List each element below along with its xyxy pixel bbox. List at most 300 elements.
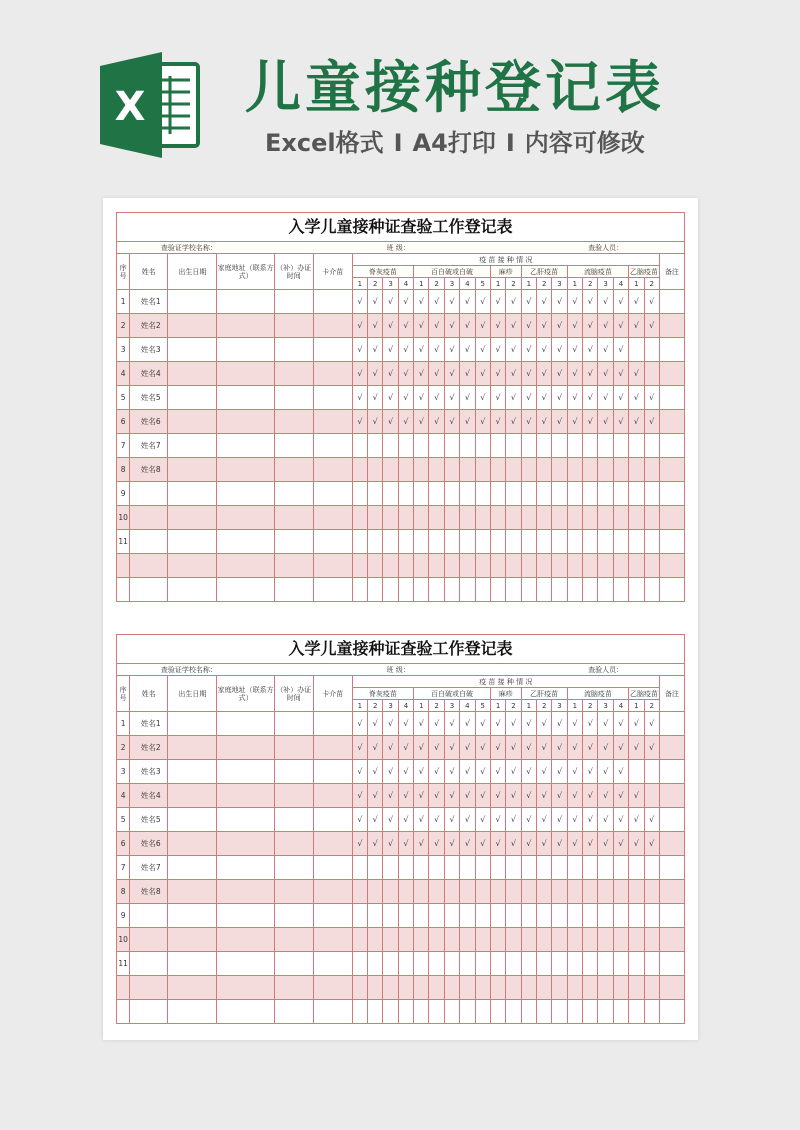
bcg-cell[interactable] — [313, 952, 352, 976]
name-cell[interactable] — [130, 1000, 168, 1024]
dose-cell[interactable]: √ — [352, 712, 367, 736]
dose-cell[interactable]: √ — [398, 784, 413, 808]
dose-cell[interactable]: √ — [537, 386, 552, 410]
dose-cell[interactable] — [521, 434, 536, 458]
dose-cell[interactable]: √ — [644, 410, 659, 434]
dose-cell[interactable]: √ — [552, 410, 567, 434]
dose-cell[interactable] — [567, 554, 582, 578]
dose-cell[interactable]: √ — [352, 290, 367, 314]
dose-cell[interactable]: √ — [383, 362, 398, 386]
bcg-cell[interactable] — [313, 904, 352, 928]
bcg-cell[interactable] — [313, 832, 352, 856]
dose-cell[interactable] — [506, 856, 521, 880]
dose-cell[interactable]: √ — [429, 362, 444, 386]
dose-cell[interactable] — [368, 928, 383, 952]
dose-cell[interactable] — [644, 434, 659, 458]
dose-cell[interactable]: √ — [552, 338, 567, 362]
dose-cell[interactable] — [368, 1000, 383, 1024]
dose-cell[interactable] — [368, 856, 383, 880]
dose-cell[interactable]: √ — [398, 760, 413, 784]
dose-cell[interactable] — [414, 458, 429, 482]
name-cell[interactable] — [130, 506, 168, 530]
dose-cell[interactable] — [475, 1000, 490, 1024]
dose-cell[interactable]: √ — [444, 760, 459, 784]
dose-cell[interactable]: √ — [475, 736, 490, 760]
dose-cell[interactable] — [444, 1000, 459, 1024]
dose-cell[interactable] — [444, 976, 459, 1000]
dose-cell[interactable] — [398, 434, 413, 458]
dose-cell[interactable] — [598, 880, 613, 904]
dose-cell[interactable] — [475, 578, 490, 602]
dose-cell[interactable]: √ — [521, 760, 536, 784]
dose-cell[interactable]: √ — [383, 314, 398, 338]
name-cell[interactable] — [130, 928, 168, 952]
birth-cell[interactable] — [168, 832, 217, 856]
dose-cell[interactable] — [460, 506, 475, 530]
dose-cell[interactable] — [537, 928, 552, 952]
dose-cell[interactable] — [506, 554, 521, 578]
dose-cell[interactable]: √ — [490, 386, 505, 410]
dose-cell[interactable] — [490, 928, 505, 952]
dose-cell[interactable]: √ — [567, 712, 582, 736]
remark-cell[interactable] — [659, 1000, 684, 1024]
dose-cell[interactable] — [644, 904, 659, 928]
name-cell[interactable]: 姓名1 — [130, 290, 168, 314]
dose-cell[interactable]: √ — [368, 760, 383, 784]
dose-cell[interactable] — [567, 1000, 582, 1024]
dose-cell[interactable] — [613, 530, 628, 554]
birth-cell[interactable] — [168, 338, 217, 362]
dose-cell[interactable] — [444, 434, 459, 458]
bcg-cell[interactable] — [313, 1000, 352, 1024]
dose-cell[interactable] — [475, 928, 490, 952]
name-cell[interactable]: 姓名4 — [130, 362, 168, 386]
dose-cell[interactable]: √ — [521, 362, 536, 386]
dose-cell[interactable]: √ — [444, 386, 459, 410]
remark-cell[interactable] — [659, 832, 684, 856]
name-cell[interactable]: 姓名2 — [130, 314, 168, 338]
dose-cell[interactable] — [567, 578, 582, 602]
dose-cell[interactable]: √ — [368, 736, 383, 760]
dose-cell[interactable]: √ — [506, 784, 521, 808]
dose-cell[interactable]: √ — [414, 832, 429, 856]
dose-cell[interactable] — [490, 904, 505, 928]
dose-cell[interactable] — [368, 458, 383, 482]
dose-cell[interactable] — [552, 952, 567, 976]
remark-cell[interactable] — [659, 530, 684, 554]
dose-cell[interactable] — [444, 530, 459, 554]
dose-cell[interactable]: √ — [552, 290, 567, 314]
bcg-cell[interactable] — [313, 458, 352, 482]
dose-cell[interactable] — [429, 880, 444, 904]
dose-cell[interactable]: √ — [414, 808, 429, 832]
dose-cell[interactable]: √ — [552, 808, 567, 832]
remark-cell[interactable] — [659, 506, 684, 530]
dose-cell[interactable]: √ — [598, 386, 613, 410]
bcg-cell[interactable] — [313, 386, 352, 410]
name-cell[interactable]: 姓名4 — [130, 784, 168, 808]
address-cell[interactable] — [217, 434, 274, 458]
dose-cell[interactable] — [414, 880, 429, 904]
dose-cell[interactable] — [490, 434, 505, 458]
dose-cell[interactable]: √ — [429, 386, 444, 410]
dose-cell[interactable] — [414, 904, 429, 928]
dose-cell[interactable]: √ — [398, 410, 413, 434]
dose-cell[interactable]: √ — [414, 712, 429, 736]
dose-cell[interactable] — [444, 578, 459, 602]
dose-cell[interactable] — [613, 506, 628, 530]
dose-cell[interactable]: √ — [521, 290, 536, 314]
dose-cell[interactable] — [537, 856, 552, 880]
dose-cell[interactable]: √ — [567, 290, 582, 314]
dose-cell[interactable] — [398, 880, 413, 904]
dose-cell[interactable] — [429, 928, 444, 952]
dose-cell[interactable] — [552, 458, 567, 482]
dose-cell[interactable]: √ — [613, 760, 628, 784]
dose-cell[interactable] — [383, 904, 398, 928]
bcg-cell[interactable] — [313, 314, 352, 338]
dose-cell[interactable] — [398, 530, 413, 554]
dose-cell[interactable]: √ — [444, 410, 459, 434]
dose-cell[interactable]: √ — [613, 362, 628, 386]
dose-cell[interactable] — [644, 458, 659, 482]
dose-cell[interactable] — [398, 578, 413, 602]
dose-cell[interactable] — [552, 482, 567, 506]
dose-cell[interactable] — [552, 506, 567, 530]
dose-cell[interactable]: √ — [490, 832, 505, 856]
address-cell[interactable] — [217, 410, 274, 434]
cert-time-cell[interactable] — [274, 952, 313, 976]
dose-cell[interactable] — [552, 904, 567, 928]
address-cell[interactable] — [217, 1000, 274, 1024]
dose-cell[interactable] — [552, 928, 567, 952]
dose-cell[interactable]: √ — [429, 832, 444, 856]
dose-cell[interactable]: √ — [506, 712, 521, 736]
dose-cell[interactable] — [414, 554, 429, 578]
bcg-cell[interactable] — [313, 506, 352, 530]
dose-cell[interactable] — [414, 856, 429, 880]
dose-cell[interactable] — [521, 578, 536, 602]
dose-cell[interactable]: √ — [444, 712, 459, 736]
dose-cell[interactable]: √ — [429, 410, 444, 434]
dose-cell[interactable]: √ — [583, 386, 598, 410]
dose-cell[interactable] — [368, 880, 383, 904]
dose-cell[interactable]: √ — [414, 290, 429, 314]
dose-cell[interactable]: √ — [506, 832, 521, 856]
inspector-field[interactable] — [644, 664, 684, 676]
dose-cell[interactable]: √ — [383, 736, 398, 760]
birth-cell[interactable] — [168, 386, 217, 410]
bcg-cell[interactable] — [313, 736, 352, 760]
dose-cell[interactable]: √ — [383, 338, 398, 362]
inspector-field[interactable] — [644, 242, 684, 254]
dose-cell[interactable] — [583, 1000, 598, 1024]
dose-cell[interactable]: √ — [490, 410, 505, 434]
name-cell[interactable]: 姓名8 — [130, 880, 168, 904]
dose-cell[interactable] — [506, 434, 521, 458]
dose-cell[interactable] — [598, 928, 613, 952]
dose-cell[interactable] — [460, 904, 475, 928]
dose-cell[interactable] — [552, 530, 567, 554]
dose-cell[interactable] — [598, 856, 613, 880]
dose-cell[interactable]: √ — [629, 784, 644, 808]
dose-cell[interactable]: √ — [368, 362, 383, 386]
dose-cell[interactable] — [613, 554, 628, 578]
dose-cell[interactable]: √ — [598, 362, 613, 386]
dose-cell[interactable]: √ — [629, 386, 644, 410]
birth-cell[interactable] — [168, 1000, 217, 1024]
dose-cell[interactable]: √ — [598, 760, 613, 784]
dose-cell[interactable]: √ — [368, 290, 383, 314]
dose-cell[interactable]: √ — [629, 362, 644, 386]
dose-cell[interactable]: √ — [460, 832, 475, 856]
dose-cell[interactable] — [567, 458, 582, 482]
remark-cell[interactable] — [659, 928, 684, 952]
dose-cell[interactable]: √ — [368, 314, 383, 338]
dose-cell[interactable] — [644, 578, 659, 602]
dose-cell[interactable]: √ — [521, 784, 536, 808]
dose-cell[interactable]: √ — [537, 290, 552, 314]
name-cell[interactable]: 姓名7 — [130, 434, 168, 458]
dose-cell[interactable] — [598, 482, 613, 506]
address-cell[interactable] — [217, 880, 274, 904]
dose-cell[interactable]: √ — [613, 736, 628, 760]
dose-cell[interactable] — [598, 434, 613, 458]
dose-cell[interactable] — [429, 578, 444, 602]
birth-cell[interactable] — [168, 506, 217, 530]
dose-cell[interactable] — [368, 506, 383, 530]
dose-cell[interactable] — [368, 434, 383, 458]
bcg-cell[interactable] — [313, 784, 352, 808]
dose-cell[interactable]: √ — [460, 290, 475, 314]
dose-cell[interactable] — [429, 976, 444, 1000]
dose-cell[interactable]: √ — [383, 784, 398, 808]
dose-cell[interactable]: √ — [552, 760, 567, 784]
dose-cell[interactable] — [460, 434, 475, 458]
dose-cell[interactable]: √ — [490, 760, 505, 784]
dose-cell[interactable] — [368, 530, 383, 554]
dose-cell[interactable] — [583, 880, 598, 904]
cert-time-cell[interactable] — [274, 458, 313, 482]
dose-cell[interactable]: √ — [521, 736, 536, 760]
dose-cell[interactable]: √ — [613, 338, 628, 362]
dose-cell[interactable] — [506, 880, 521, 904]
dose-cell[interactable]: √ — [567, 808, 582, 832]
remark-cell[interactable] — [659, 736, 684, 760]
dose-cell[interactable] — [506, 928, 521, 952]
remark-cell[interactable] — [659, 338, 684, 362]
dose-cell[interactable] — [444, 506, 459, 530]
dose-cell[interactable] — [460, 530, 475, 554]
address-cell[interactable] — [217, 386, 274, 410]
dose-cell[interactable] — [506, 482, 521, 506]
dose-cell[interactable] — [460, 1000, 475, 1024]
dose-cell[interactable] — [429, 458, 444, 482]
dose-cell[interactable] — [429, 856, 444, 880]
dose-cell[interactable]: √ — [383, 410, 398, 434]
remark-cell[interactable] — [659, 712, 684, 736]
dose-cell[interactable]: √ — [352, 808, 367, 832]
address-cell[interactable] — [217, 530, 274, 554]
dose-cell[interactable]: √ — [475, 362, 490, 386]
dose-cell[interactable]: √ — [567, 338, 582, 362]
dose-cell[interactable] — [383, 554, 398, 578]
dose-cell[interactable] — [383, 530, 398, 554]
dose-cell[interactable] — [567, 530, 582, 554]
cert-time-cell[interactable] — [274, 530, 313, 554]
birth-cell[interactable] — [168, 290, 217, 314]
dose-cell[interactable]: √ — [567, 784, 582, 808]
dose-cell[interactable] — [475, 506, 490, 530]
dose-cell[interactable]: √ — [537, 760, 552, 784]
dose-cell[interactable] — [444, 904, 459, 928]
dose-cell[interactable]: √ — [506, 386, 521, 410]
birth-cell[interactable] — [168, 808, 217, 832]
bcg-cell[interactable] — [313, 928, 352, 952]
dose-cell[interactable]: √ — [537, 808, 552, 832]
cert-time-cell[interactable] — [274, 1000, 313, 1024]
dose-cell[interactable] — [506, 1000, 521, 1024]
dose-cell[interactable] — [521, 554, 536, 578]
dose-cell[interactable] — [613, 1000, 628, 1024]
dose-cell[interactable] — [414, 952, 429, 976]
dose-cell[interactable]: √ — [583, 736, 598, 760]
dose-cell[interactable]: √ — [429, 712, 444, 736]
dose-cell[interactable] — [475, 458, 490, 482]
dose-cell[interactable]: √ — [429, 314, 444, 338]
dose-cell[interactable] — [460, 578, 475, 602]
remark-cell[interactable] — [659, 904, 684, 928]
dose-cell[interactable]: √ — [644, 314, 659, 338]
address-cell[interactable] — [217, 482, 274, 506]
address-cell[interactable] — [217, 290, 274, 314]
dose-cell[interactable] — [414, 1000, 429, 1024]
dose-cell[interactable]: √ — [383, 290, 398, 314]
dose-cell[interactable] — [583, 434, 598, 458]
dose-cell[interactable]: √ — [444, 736, 459, 760]
dose-cell[interactable] — [583, 856, 598, 880]
dose-cell[interactable]: √ — [613, 386, 628, 410]
dose-cell[interactable] — [506, 578, 521, 602]
dose-cell[interactable]: √ — [506, 314, 521, 338]
dose-cell[interactable]: √ — [567, 410, 582, 434]
dose-cell[interactable] — [629, 952, 644, 976]
dose-cell[interactable]: √ — [629, 712, 644, 736]
cert-time-cell[interactable] — [274, 554, 313, 578]
remark-cell[interactable] — [659, 482, 684, 506]
dose-cell[interactable] — [383, 482, 398, 506]
dose-cell[interactable]: √ — [398, 338, 413, 362]
dose-cell[interactable] — [352, 1000, 367, 1024]
dose-cell[interactable] — [490, 952, 505, 976]
address-cell[interactable] — [217, 338, 274, 362]
dose-cell[interactable]: √ — [537, 712, 552, 736]
dose-cell[interactable] — [521, 880, 536, 904]
cert-time-cell[interactable] — [274, 482, 313, 506]
name-cell[interactable] — [130, 530, 168, 554]
dose-cell[interactable] — [414, 976, 429, 1000]
bcg-cell[interactable] — [313, 856, 352, 880]
dose-cell[interactable]: √ — [567, 736, 582, 760]
cert-time-cell[interactable] — [274, 808, 313, 832]
dose-cell[interactable] — [644, 784, 659, 808]
name-cell[interactable] — [130, 904, 168, 928]
birth-cell[interactable] — [168, 458, 217, 482]
dose-cell[interactable] — [583, 928, 598, 952]
dose-cell[interactable] — [383, 952, 398, 976]
dose-cell[interactable] — [352, 952, 367, 976]
dose-cell[interactable]: √ — [644, 808, 659, 832]
dose-cell[interactable] — [398, 506, 413, 530]
dose-cell[interactable] — [583, 506, 598, 530]
remark-cell[interactable] — [659, 386, 684, 410]
dose-cell[interactable]: √ — [352, 386, 367, 410]
remark-cell[interactable] — [659, 880, 684, 904]
dose-cell[interactable]: √ — [414, 784, 429, 808]
dose-cell[interactable] — [429, 506, 444, 530]
dose-cell[interactable] — [521, 482, 536, 506]
dose-cell[interactable]: √ — [629, 314, 644, 338]
dose-cell[interactable]: √ — [460, 338, 475, 362]
birth-cell[interactable] — [168, 712, 217, 736]
dose-cell[interactable] — [629, 856, 644, 880]
birth-cell[interactable] — [168, 530, 217, 554]
dose-cell[interactable]: √ — [613, 410, 628, 434]
dose-cell[interactable] — [429, 952, 444, 976]
dose-cell[interactable] — [368, 482, 383, 506]
dose-cell[interactable] — [383, 856, 398, 880]
dose-cell[interactable]: √ — [613, 712, 628, 736]
dose-cell[interactable]: √ — [383, 386, 398, 410]
name-cell[interactable]: 姓名3 — [130, 760, 168, 784]
dose-cell[interactable]: √ — [368, 712, 383, 736]
dose-cell[interactable] — [629, 434, 644, 458]
dose-cell[interactable]: √ — [368, 410, 383, 434]
dose-cell[interactable] — [506, 506, 521, 530]
birth-cell[interactable] — [168, 976, 217, 1000]
dose-cell[interactable] — [475, 530, 490, 554]
dose-cell[interactable] — [398, 952, 413, 976]
dose-cell[interactable]: √ — [460, 410, 475, 434]
dose-cell[interactable]: √ — [475, 784, 490, 808]
dose-cell[interactable]: √ — [629, 808, 644, 832]
remark-cell[interactable] — [659, 760, 684, 784]
dose-cell[interactable]: √ — [552, 832, 567, 856]
address-cell[interactable] — [217, 952, 274, 976]
dose-cell[interactable]: √ — [475, 410, 490, 434]
dose-cell[interactable]: √ — [521, 410, 536, 434]
dose-cell[interactable] — [429, 530, 444, 554]
name-cell[interactable]: 姓名2 — [130, 736, 168, 760]
dose-cell[interactable] — [537, 434, 552, 458]
dose-cell[interactable] — [598, 976, 613, 1000]
birth-cell[interactable] — [168, 856, 217, 880]
name-cell[interactable]: 姓名1 — [130, 712, 168, 736]
dose-cell[interactable] — [475, 482, 490, 506]
dose-cell[interactable]: √ — [414, 410, 429, 434]
dose-cell[interactable]: √ — [537, 784, 552, 808]
birth-cell[interactable] — [168, 928, 217, 952]
birth-cell[interactable] — [168, 554, 217, 578]
dose-cell[interactable]: √ — [552, 736, 567, 760]
dose-cell[interactable] — [414, 578, 429, 602]
dose-cell[interactable]: √ — [521, 386, 536, 410]
dose-cell[interactable]: √ — [460, 362, 475, 386]
remark-cell[interactable] — [659, 554, 684, 578]
dose-cell[interactable] — [613, 952, 628, 976]
birth-cell[interactable] — [168, 904, 217, 928]
dose-cell[interactable] — [629, 976, 644, 1000]
